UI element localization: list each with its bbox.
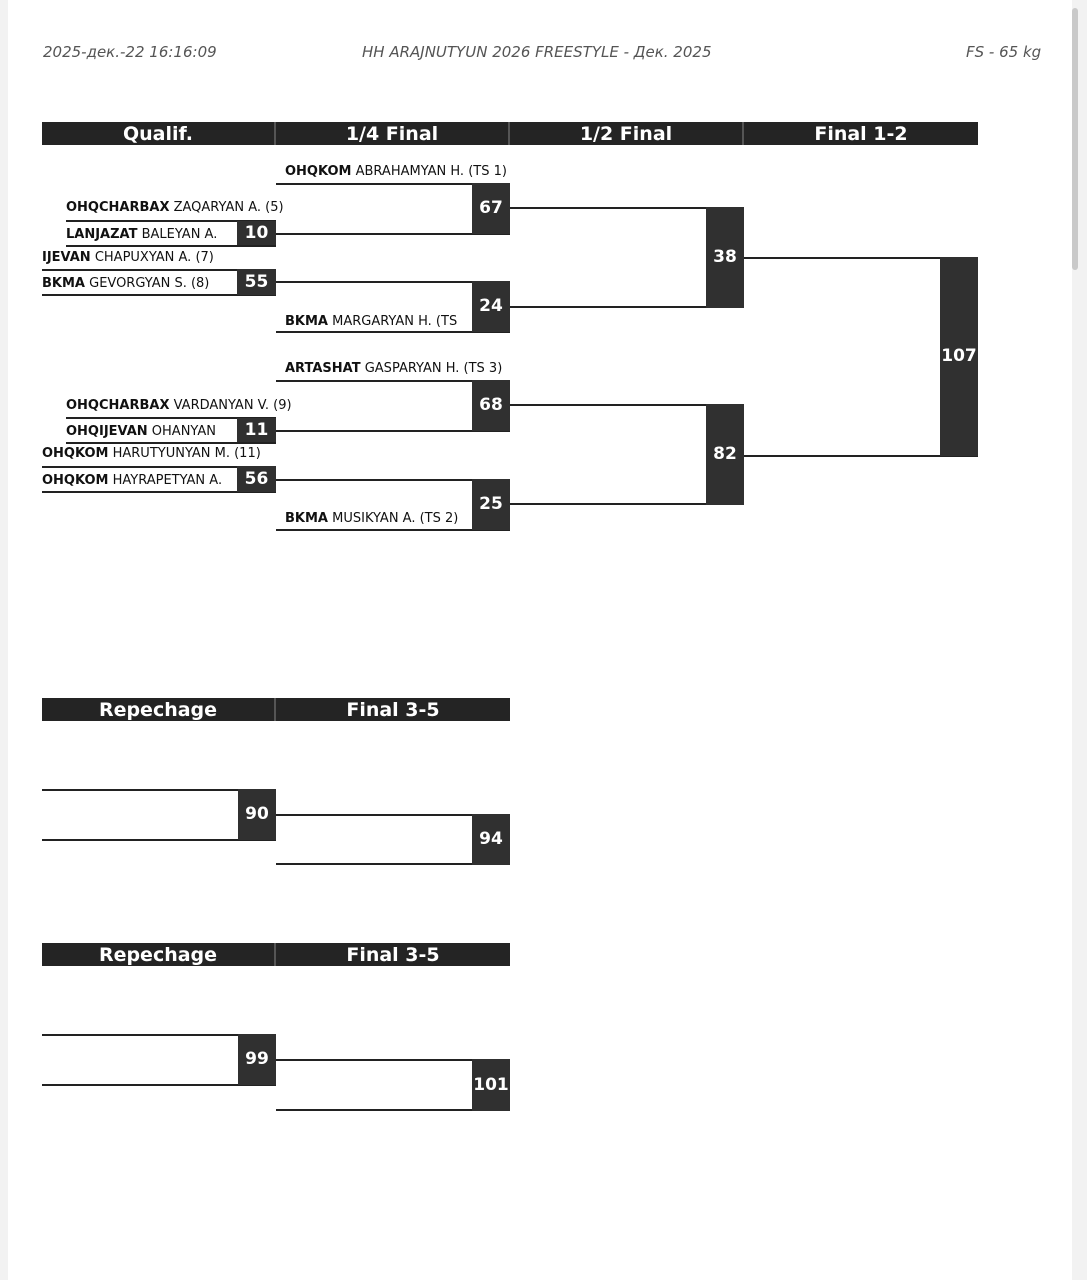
column-header-repechage: Repechage xyxy=(42,943,276,966)
column-header-repechage: Repechage xyxy=(42,698,276,721)
seed-entry: BKMA MUSIKYAN A. (TS 2) xyxy=(285,511,459,526)
qualifier-entry: OHQKOM HARUTYUNYAN M. (11) xyxy=(42,446,261,461)
qualifier-entry: OHQIJEVAN OHANYAN xyxy=(66,424,216,439)
bout-number[interactable]: 94 xyxy=(472,814,510,865)
bout-number[interactable]: 25 xyxy=(472,479,510,530)
qualifier-entry: OHQKOM HAYRAPETYAN A. xyxy=(42,473,223,488)
print-timestamp: 2025-дек.-22 16:16:09 xyxy=(43,43,217,61)
bout-number[interactable]: 68 xyxy=(472,380,510,431)
bout-number[interactable]: 107 xyxy=(940,257,978,456)
bout-number[interactable]: 10 xyxy=(237,221,276,245)
seed-entry: ARTASHAT GASPARYAN H. (TS 3) xyxy=(285,361,503,376)
bout-number[interactable]: 99 xyxy=(238,1034,276,1085)
bout-number[interactable]: 11 xyxy=(237,418,276,442)
bout-number[interactable]: 24 xyxy=(472,281,510,332)
qualifier-entry: BKMA GEVORGYAN S. (8) xyxy=(42,276,210,291)
bout-number[interactable]: 56 xyxy=(237,466,276,492)
qualifier-entry: IJEVAN CHAPUXYAN A. (7) xyxy=(42,250,214,265)
bout-number[interactable]: 67 xyxy=(472,183,510,234)
column-header-final-3-5: Final 3-5 xyxy=(276,943,510,966)
event-title: HH ARAJNUTYUN 2026 FREESTYLE - Дек. 2025 xyxy=(362,43,712,61)
bout-number[interactable]: 55 xyxy=(237,269,276,295)
column-header-qualif: Qualif. xyxy=(42,122,276,145)
bracket-line xyxy=(66,245,276,247)
bout-number[interactable]: 90 xyxy=(238,789,276,840)
bout-number[interactable]: 82 xyxy=(706,404,744,505)
bracket-line xyxy=(66,442,276,444)
column-header-semifinal: 1/2 Final xyxy=(510,122,744,145)
seed-entry: OHQKOM ABRAHAMYAN H. (TS 1) xyxy=(285,164,507,179)
qualifier-entry: LANJAZAT BALEYAN A. xyxy=(66,227,218,242)
scrollbar-thumb[interactable] xyxy=(1072,8,1078,270)
column-header-final-3-5: Final 3-5 xyxy=(276,698,510,721)
bracket-sheet xyxy=(8,0,1072,1280)
column-header-final: Final 1-2 xyxy=(744,122,978,145)
bout-number[interactable]: 38 xyxy=(706,207,744,308)
bout-number[interactable]: 101 xyxy=(472,1059,510,1111)
qualifier-entry: OHQCHARBAX ZAQARYAN A. (5) xyxy=(66,200,284,215)
qualifier-entry: OHQCHARBAX VARDANYAN V. (9) xyxy=(66,398,292,413)
weight-category: FS - 65 kg xyxy=(966,43,1042,61)
seed-entry: BKMA MARGARYAN H. (TS xyxy=(285,314,458,329)
column-header-quarterfinal: 1/4 Final xyxy=(276,122,510,145)
